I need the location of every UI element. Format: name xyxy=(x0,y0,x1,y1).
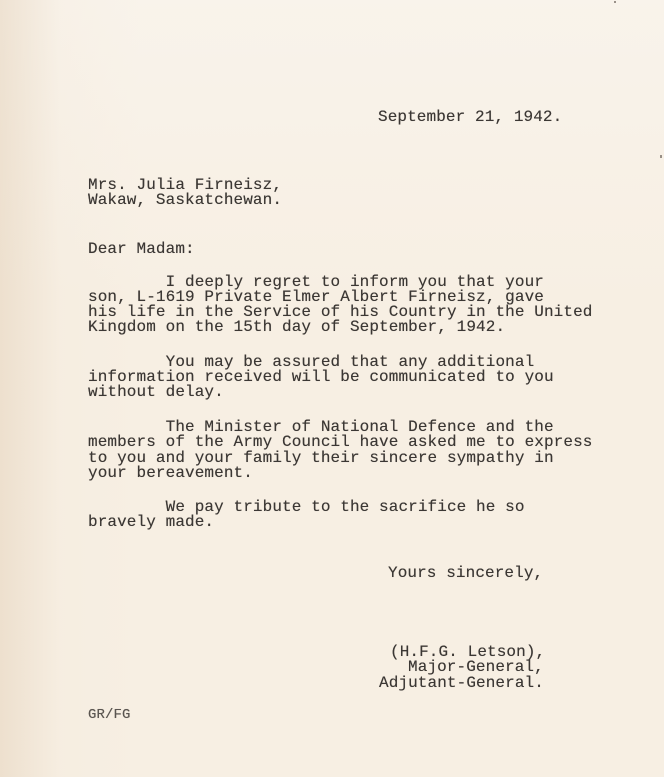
paragraph-line: members of the Army Council have asked me to express xyxy=(88,433,593,451)
closing: Yours sincerely, xyxy=(388,564,544,582)
recipient-name: Mrs. Julia Firneisz, xyxy=(88,176,283,194)
recipient-location: Wakaw, Saskatchewan. xyxy=(88,191,283,209)
letter-date: September 21, 1942. xyxy=(378,108,563,126)
paragraph-line: information received will be communicated to you xyxy=(88,368,554,386)
reference-initials: GR/FG xyxy=(88,707,131,723)
paragraph-line: bravely made. xyxy=(88,513,215,531)
paragraph-line: without delay. xyxy=(88,383,224,401)
salutation: Dear Madam: xyxy=(88,240,195,258)
paragraph-line: son, L-1619 Private Elmer Albert Firneisz, gave xyxy=(88,288,544,306)
paper-speck xyxy=(660,155,662,158)
paragraph-line: The Minister of National Defence and the xyxy=(88,418,554,436)
paragraph-line: You may be assured that any additional xyxy=(88,353,535,371)
paragraph-line: Kingdom on the 15th day of September, 1942. xyxy=(88,318,506,336)
paragraph-line: to you and your family their sincere sympathy in xyxy=(88,449,554,467)
signatory-rank: Major-General, xyxy=(408,658,544,676)
signatory-title: Adjutant-General. xyxy=(379,674,544,692)
paragraph-line: I deeply regret to inform you that your xyxy=(88,273,544,291)
paper-speck xyxy=(614,1,616,3)
paragraph-line: your bereavement. xyxy=(88,464,253,482)
paragraph-line: We pay tribute to the sacrifice he so xyxy=(88,498,525,516)
paragraph-line: his life in the Service of his Country in the United xyxy=(88,303,593,321)
signatory-name: (H.F.G. Letson), xyxy=(390,643,546,661)
